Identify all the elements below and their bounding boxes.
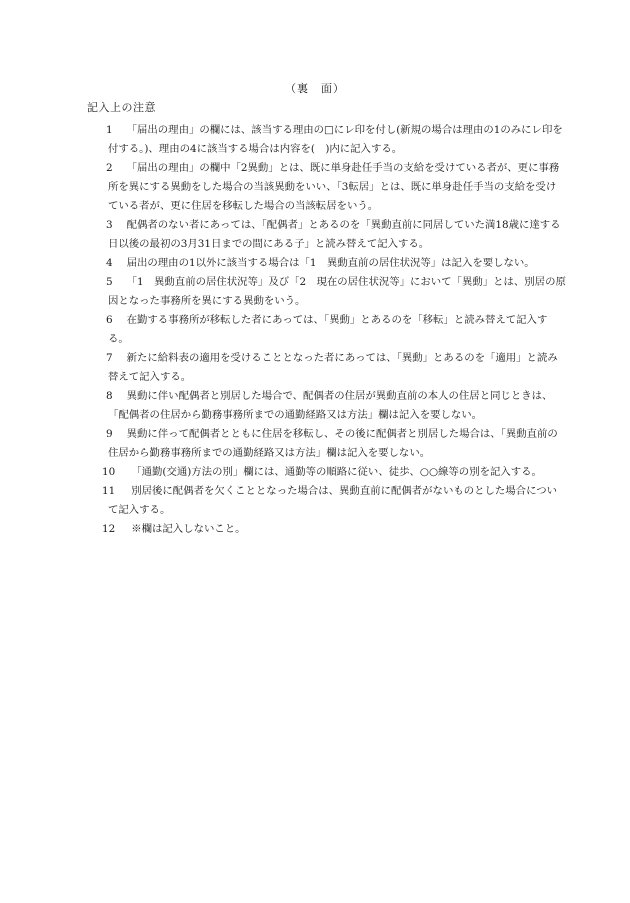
note-item	[96, 425, 566, 463]
note-item	[96, 159, 566, 216]
note-number: 11	[102, 485, 116, 497]
note-number: 6	[106, 314, 113, 326]
note-text: ※欄は記入しないこと。	[131, 523, 246, 535]
note-text: 「1 異動直前の居住状況等」及び「2 現在の居住状況等」において「異動」とは、別居の原因となった事務所を異にする異動をいう。	[108, 276, 566, 307]
notes-list	[96, 121, 566, 539]
note-item	[96, 273, 566, 311]
note-item	[96, 254, 566, 273]
note-text: 「届出の理由」の欄には、該当する理由の□にレ印を付し(新規の場合は理由の1のみにレ印を付する。)、理由の4に該当する場合は内容を( )内に記入する。	[108, 124, 563, 155]
note-text: 配偶者のない者にあっては、「配偶者」とあるのを「異動直前に同居していた満18歳に達する日以後の最初の3月31日までの間にある子」と読み替えて記入する。	[108, 219, 561, 250]
note-text: 「通勤(交通)方法の別」欄には、通勤等の順路に従い、徒歩、○○線等の別を記入する。	[131, 466, 542, 478]
note-number: 8	[106, 390, 113, 402]
note-text: 異動に伴って配偶者とともに住居を移転し、その後に配偶者と別居した場合は、「異動直前の住居から勤務事務所までの通勤経路又は方法」欄は記入を要しない。	[108, 428, 558, 459]
page-heading: （裏 面）	[285, 82, 345, 95]
note-number: 3	[106, 219, 113, 231]
note-item	[96, 463, 566, 482]
note-item	[96, 387, 566, 425]
note-item	[96, 349, 566, 387]
note-number: 10	[102, 466, 116, 478]
note-text: 「届出の理由」の欄中「2異動」とは、既に単身赴任手当の支給を受けている者が、更に事務所を異にする異動をした場合の当該異動をいい、「3転居」とは、既に単身赴任手当の支給を受けている者が、更に住居を移転した場合の当該転居をいう。	[108, 162, 560, 212]
note-text: 届出の理由の1以外に該当する場合は「1 異動直前の居住状況等」は記入を要しない。	[126, 257, 535, 269]
note-number: 1	[106, 124, 113, 136]
note-text: 別居後に配偶者を欠くこととなった場合は、異動直前に配偶者がないものとした場合について記入する。	[108, 485, 558, 516]
note-number: 2	[106, 162, 113, 174]
note-number: 4	[106, 257, 113, 269]
note-number: 5	[106, 276, 113, 288]
note-number: 12	[102, 523, 116, 535]
note-item	[96, 520, 566, 539]
note-item	[96, 216, 566, 254]
note-text: 在勤する事務所が移転した者にあっては、「異動」とあるのを「移転」と読み替えて記入する。	[108, 314, 548, 345]
section-title: 記入上の注意	[87, 101, 156, 114]
note-text: 異動に伴い配偶者と別居した場合で、配偶者の住居が異動直前の本人の住居と同じときは、「配偶者の住居から勤務事務所までの通勤経路又は方法」欄は記入を要しない。	[108, 390, 553, 421]
note-item	[96, 482, 566, 520]
note-item	[96, 121, 566, 159]
note-item	[96, 311, 566, 349]
note-text: 新たに給料表の適用を受けることとなった者にあっては、「異動」とあるのを「適用」と読み替えて記入する。	[108, 352, 558, 383]
note-number: 9	[106, 428, 113, 440]
note-number: 7	[106, 352, 113, 364]
